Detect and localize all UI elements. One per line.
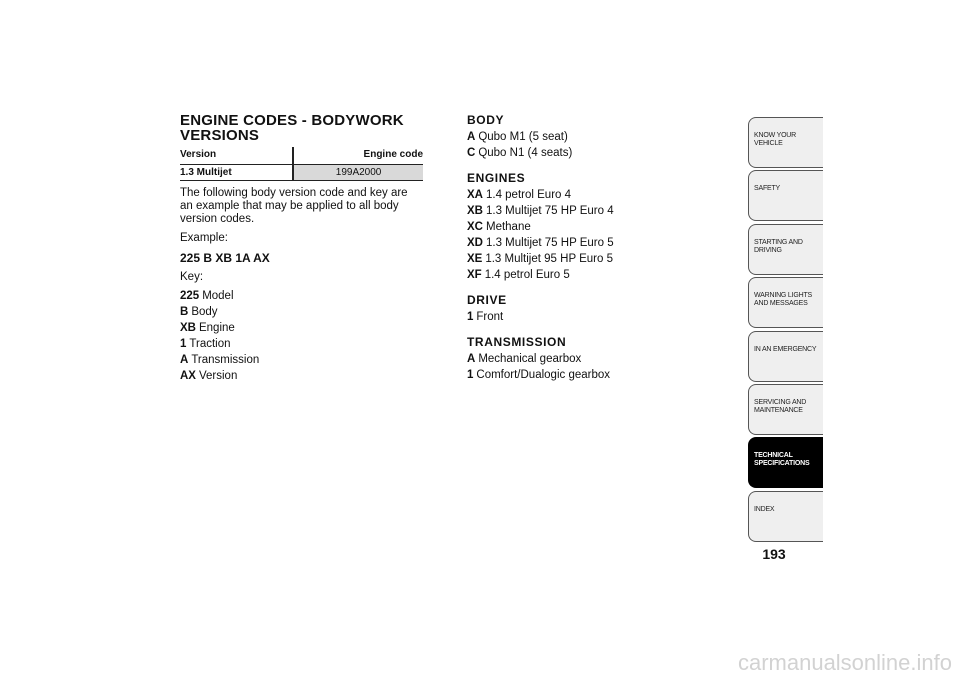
right-column (467, 113, 667, 393)
tab-starting-and-driving[interactable]: STARTING AND DRIVING (748, 224, 823, 275)
list-item: XA 1.4 petrol Euro 4 (467, 189, 572, 201)
header-version: Version (180, 147, 293, 165)
list-item: 1 Traction (180, 338, 231, 350)
header-engine-code: Engine code (293, 147, 423, 165)
title-line-2: VERSIONS (180, 127, 260, 144)
list-item: B Body (180, 306, 218, 318)
page-number: 193 (762, 546, 786, 562)
table-row (180, 165, 423, 181)
list-item: A Qubo M1 (5 seat) (467, 131, 568, 143)
drive-heading: DRIVE (467, 293, 507, 307)
list-item: 1 Front (467, 311, 504, 323)
key-list (180, 288, 423, 384)
body-group (467, 113, 667, 161)
list-item: A Transmission (180, 354, 260, 366)
tab-warning-lights[interactable]: WARNING LIGHTS AND MESSAGES (748, 277, 823, 328)
cell-engine-code: 199A2000 (293, 165, 423, 181)
body-heading: BODY (467, 113, 505, 127)
section-title (180, 113, 423, 143)
tab-know-your-vehicle[interactable]: KNOW YOUR VEHICLE (748, 117, 823, 168)
list-item: A Mechanical gearbox (467, 353, 582, 365)
transmission-heading: TRANSMISSION (467, 335, 567, 349)
list-item: XF 1.4 petrol Euro 5 (467, 269, 570, 281)
table-header-row (180, 147, 423, 165)
tab-technical-specifications[interactable]: TECHNICAL SPECIFICATIONS (748, 437, 823, 488)
engine-codes-table (180, 147, 423, 181)
section-tabs (748, 117, 823, 544)
tab-servicing-and-maintenance[interactable]: SERVICING AND MAINTENANCE (748, 384, 823, 435)
list-item: XB 1.3 Multijet 75 HP Euro 4 (467, 205, 614, 217)
list-item: C Qubo N1 (4 seats) (467, 147, 573, 159)
list-item: 1 Comfort/Dualogic gearbox (467, 369, 610, 381)
tab-safety[interactable]: SAFETY (748, 170, 823, 221)
list-item: XE 1.3 Multijet 95 HP Euro 5 (467, 253, 613, 265)
title-line-1: ENGINE CODES - BODYWORK (180, 112, 404, 129)
list-item: 225 Model (180, 290, 234, 302)
example-code: 225 B XB 1A AX (180, 251, 270, 265)
list-item: XB Engine (180, 322, 235, 334)
tab-index[interactable]: INDEX (748, 491, 823, 542)
watermark: carmanualsonline.info (737, 650, 952, 675)
transmission-group (467, 335, 667, 383)
list-item: AX Version (180, 370, 238, 382)
key-label: Key: (180, 271, 204, 283)
engines-heading: ENGINES (467, 171, 526, 185)
engines-group (467, 171, 667, 283)
left-column (180, 113, 423, 384)
drive-group (467, 293, 667, 325)
tab-in-an-emergency[interactable]: IN AN EMERGENCY (748, 331, 823, 382)
example-label: Example: (180, 232, 228, 244)
cell-version: 1.3 Multijet (180, 165, 293, 181)
list-item: XC Methane (467, 221, 531, 233)
list-item: XD 1.3 Multijet 75 HP Euro 5 (467, 237, 614, 249)
intro-paragraph: The following body version code and key are an example that may be applied to all body version codes. (180, 187, 408, 225)
